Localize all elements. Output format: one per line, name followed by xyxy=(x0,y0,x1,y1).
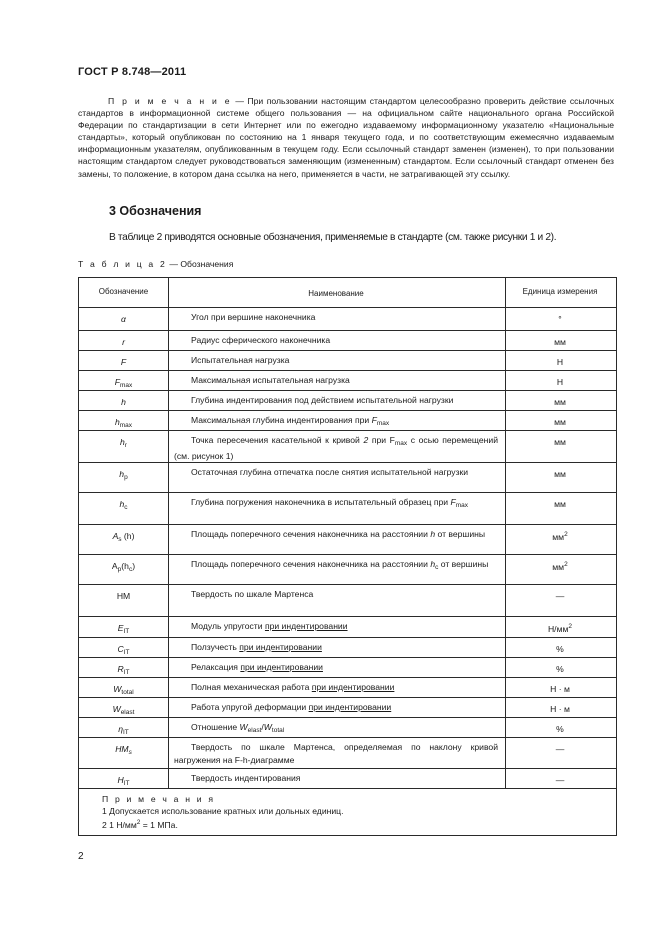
table-caption xyxy=(78,259,233,269)
table-caption-text: — Обозначения xyxy=(166,259,234,269)
table-row xyxy=(79,525,616,555)
table-row xyxy=(79,411,616,431)
table-row xyxy=(79,698,616,718)
header-symbol: Обозначение xyxy=(79,278,169,307)
row-name: Максимальная испытательная нагрузка xyxy=(169,371,506,390)
row-name: Отношение $W_{elast}/W_{total}$ xyxy=(169,718,506,737)
row-unit: $Н/мм^2$ xyxy=(547,623,573,634)
table-row xyxy=(79,769,616,789)
row-name: Испытательная нагрузка xyxy=(169,351,506,370)
row-symbol: $E_{IT}$ xyxy=(79,617,169,637)
row-unit: % xyxy=(556,664,564,674)
row-unit: Н xyxy=(556,377,564,387)
row-unit: % xyxy=(556,644,564,654)
reference-note xyxy=(78,95,614,180)
row-unit: мм xyxy=(554,469,566,479)
table-note-1: 1 Допускается использование кратных или дольных единиц. xyxy=(102,806,344,816)
row-symbol: $W_{total}$ xyxy=(79,678,169,697)
row-symbol: $HM_s$ xyxy=(79,738,169,768)
row-symbol: $h_{max}$ xyxy=(79,411,169,430)
table-row xyxy=(79,331,616,351)
row-unit: мм xyxy=(554,437,566,447)
row-name: Глубина погружения наконечника в испытательный образец при $F_{max}$ xyxy=(169,493,506,524)
table-row xyxy=(79,308,616,331)
table-row xyxy=(79,638,616,658)
row-unit: $мм^2$ xyxy=(552,561,568,572)
table-notes-label: П р и м е ч а н и я xyxy=(102,794,216,804)
row-name: Точка пересечения касательной к кривой 2 при $F_{max}$ с осью перемещений (см. рисунок 1) xyxy=(169,431,506,462)
row-name: Площадь поперечного сечения наконечника на расстоянии h от вершины xyxy=(169,525,506,554)
row-symbol: r xyxy=(79,331,169,350)
row-unit: Н · м xyxy=(550,684,570,694)
row-name: Максимальная глубина индентирования при $F_{max}$ xyxy=(169,411,506,430)
table-row xyxy=(79,371,616,391)
row-symbol: h xyxy=(79,391,169,410)
row-name: Угол при вершине наконечника xyxy=(169,308,506,330)
row-symbol: $\eta_{IT}$ xyxy=(79,718,169,737)
table-notes xyxy=(79,789,616,835)
table-header-row xyxy=(79,278,616,308)
row-name: Полная механическая работа при индентировании xyxy=(169,678,506,697)
row-unit: — xyxy=(555,744,565,754)
table-row xyxy=(79,738,616,769)
section-title: 3 Обозначения xyxy=(109,204,202,218)
table-row xyxy=(79,658,616,678)
row-name: Площадь поперечного сечения наконечника на расстоянии $h_c$ от вершины xyxy=(169,555,506,584)
table-row xyxy=(79,463,616,493)
row-symbol: $h_c$ xyxy=(79,493,169,524)
row-name: Твердость по шкале Мартенса xyxy=(169,585,506,616)
row-unit: $мм^2$ xyxy=(552,531,568,542)
row-unit: мм xyxy=(554,397,566,407)
row-unit: Н · м xyxy=(550,704,570,714)
table-row xyxy=(79,351,616,371)
row-name: Работа упругой деформации при индентировании xyxy=(169,698,506,717)
row-name: Остаточная глубина отпечатка после снятия испытательной нагрузки xyxy=(169,463,506,492)
row-symbol: $F_{max}$ xyxy=(79,371,169,390)
table-row xyxy=(79,678,616,698)
row-name: Ползучесть при индентировании xyxy=(169,638,506,657)
row-symbol: $R_{IT}$ xyxy=(79,658,169,677)
row-symbol: $A_s$ (h) xyxy=(79,525,169,554)
row-symbol: $H_{IT}$ xyxy=(79,769,169,788)
table-row xyxy=(79,431,616,463)
row-unit: — xyxy=(555,775,565,785)
table-note-2: 2 1 $Н/мм^2 = 1$ МПа. xyxy=(102,819,178,830)
row-unit: ° xyxy=(558,314,562,324)
row-symbol: $h_p$ xyxy=(79,463,169,492)
row-name: Твердость по шкале Мартенса, определяемая по наклону кривой нагружения на F-h-диаграмме xyxy=(169,738,506,768)
row-unit: мм xyxy=(554,417,566,427)
row-name: Твердость индентирования xyxy=(169,769,506,788)
section-intro: В таблице 2 приводятся основные обозначения, применяемые в стандарте (см. также рисунки 1 и 2). xyxy=(109,232,557,243)
row-name: Радиус сферического наконечника xyxy=(169,331,506,350)
row-unit: % xyxy=(556,724,564,734)
row-symbol: $A_p(h_c)$ xyxy=(79,555,169,584)
row-unit: мм xyxy=(554,337,566,347)
document-header: ГОСТ Р 8.748—2011 xyxy=(78,66,187,78)
row-name: Глубина индентирования под действием испытательной нагрузки xyxy=(169,391,506,410)
page-number: 2 xyxy=(78,851,84,862)
note-label: П р и м е ч а н и е xyxy=(108,96,232,106)
row-symbol: F xyxy=(79,351,169,370)
symbols-table xyxy=(78,277,617,836)
row-symbol: $C_{IT}$ xyxy=(79,638,169,657)
row-symbol: HM xyxy=(79,585,169,616)
note-text: — При пользовании настоящим стандартом целесообразно проверить действие ссылочных стандартов в информационной системе общего пользования — на официальном сайте национального органа Российской Федерации по стандартизации в сети Интернет или по ежегодно издаваемому информационному указателю «Национальные стандарты», который опубликован по состоянию на 1 января текущего года, и по соответствующим ежемесячно издаваемым информационным указателям, опубликованным в текущем году. Если ссылочный стандарт заменен (изменен), то при пользовании настоящим стандартом следует руководствоваться заменяющим (измененным) стандартом. Если ссылочный стандарт отменен без замены, то положение, в котором дана ссылка на него, применяется в части, не затрагивающей эту ссылку. xyxy=(78,96,614,179)
table-row xyxy=(79,585,616,617)
row-unit: — xyxy=(555,591,565,601)
header-name: Наименование xyxy=(169,278,506,307)
row-name: Модуль упругости при индентировании xyxy=(169,617,506,637)
table-caption-label: Т а б л и ц а 2 xyxy=(78,259,167,269)
row-symbol: α xyxy=(79,308,169,330)
table-row xyxy=(79,493,616,525)
table-row xyxy=(79,617,616,638)
table-row xyxy=(79,555,616,585)
header-unit: Единица измерения xyxy=(522,287,598,296)
table-row xyxy=(79,718,616,738)
row-unit: мм xyxy=(554,499,566,509)
row-symbol: $h_r$ xyxy=(79,431,169,462)
row-name: Релаксация при индентировании xyxy=(169,658,506,677)
table-row xyxy=(79,391,616,411)
row-unit: Н xyxy=(556,357,564,367)
row-symbol: $W_{elast}$ xyxy=(79,698,169,717)
